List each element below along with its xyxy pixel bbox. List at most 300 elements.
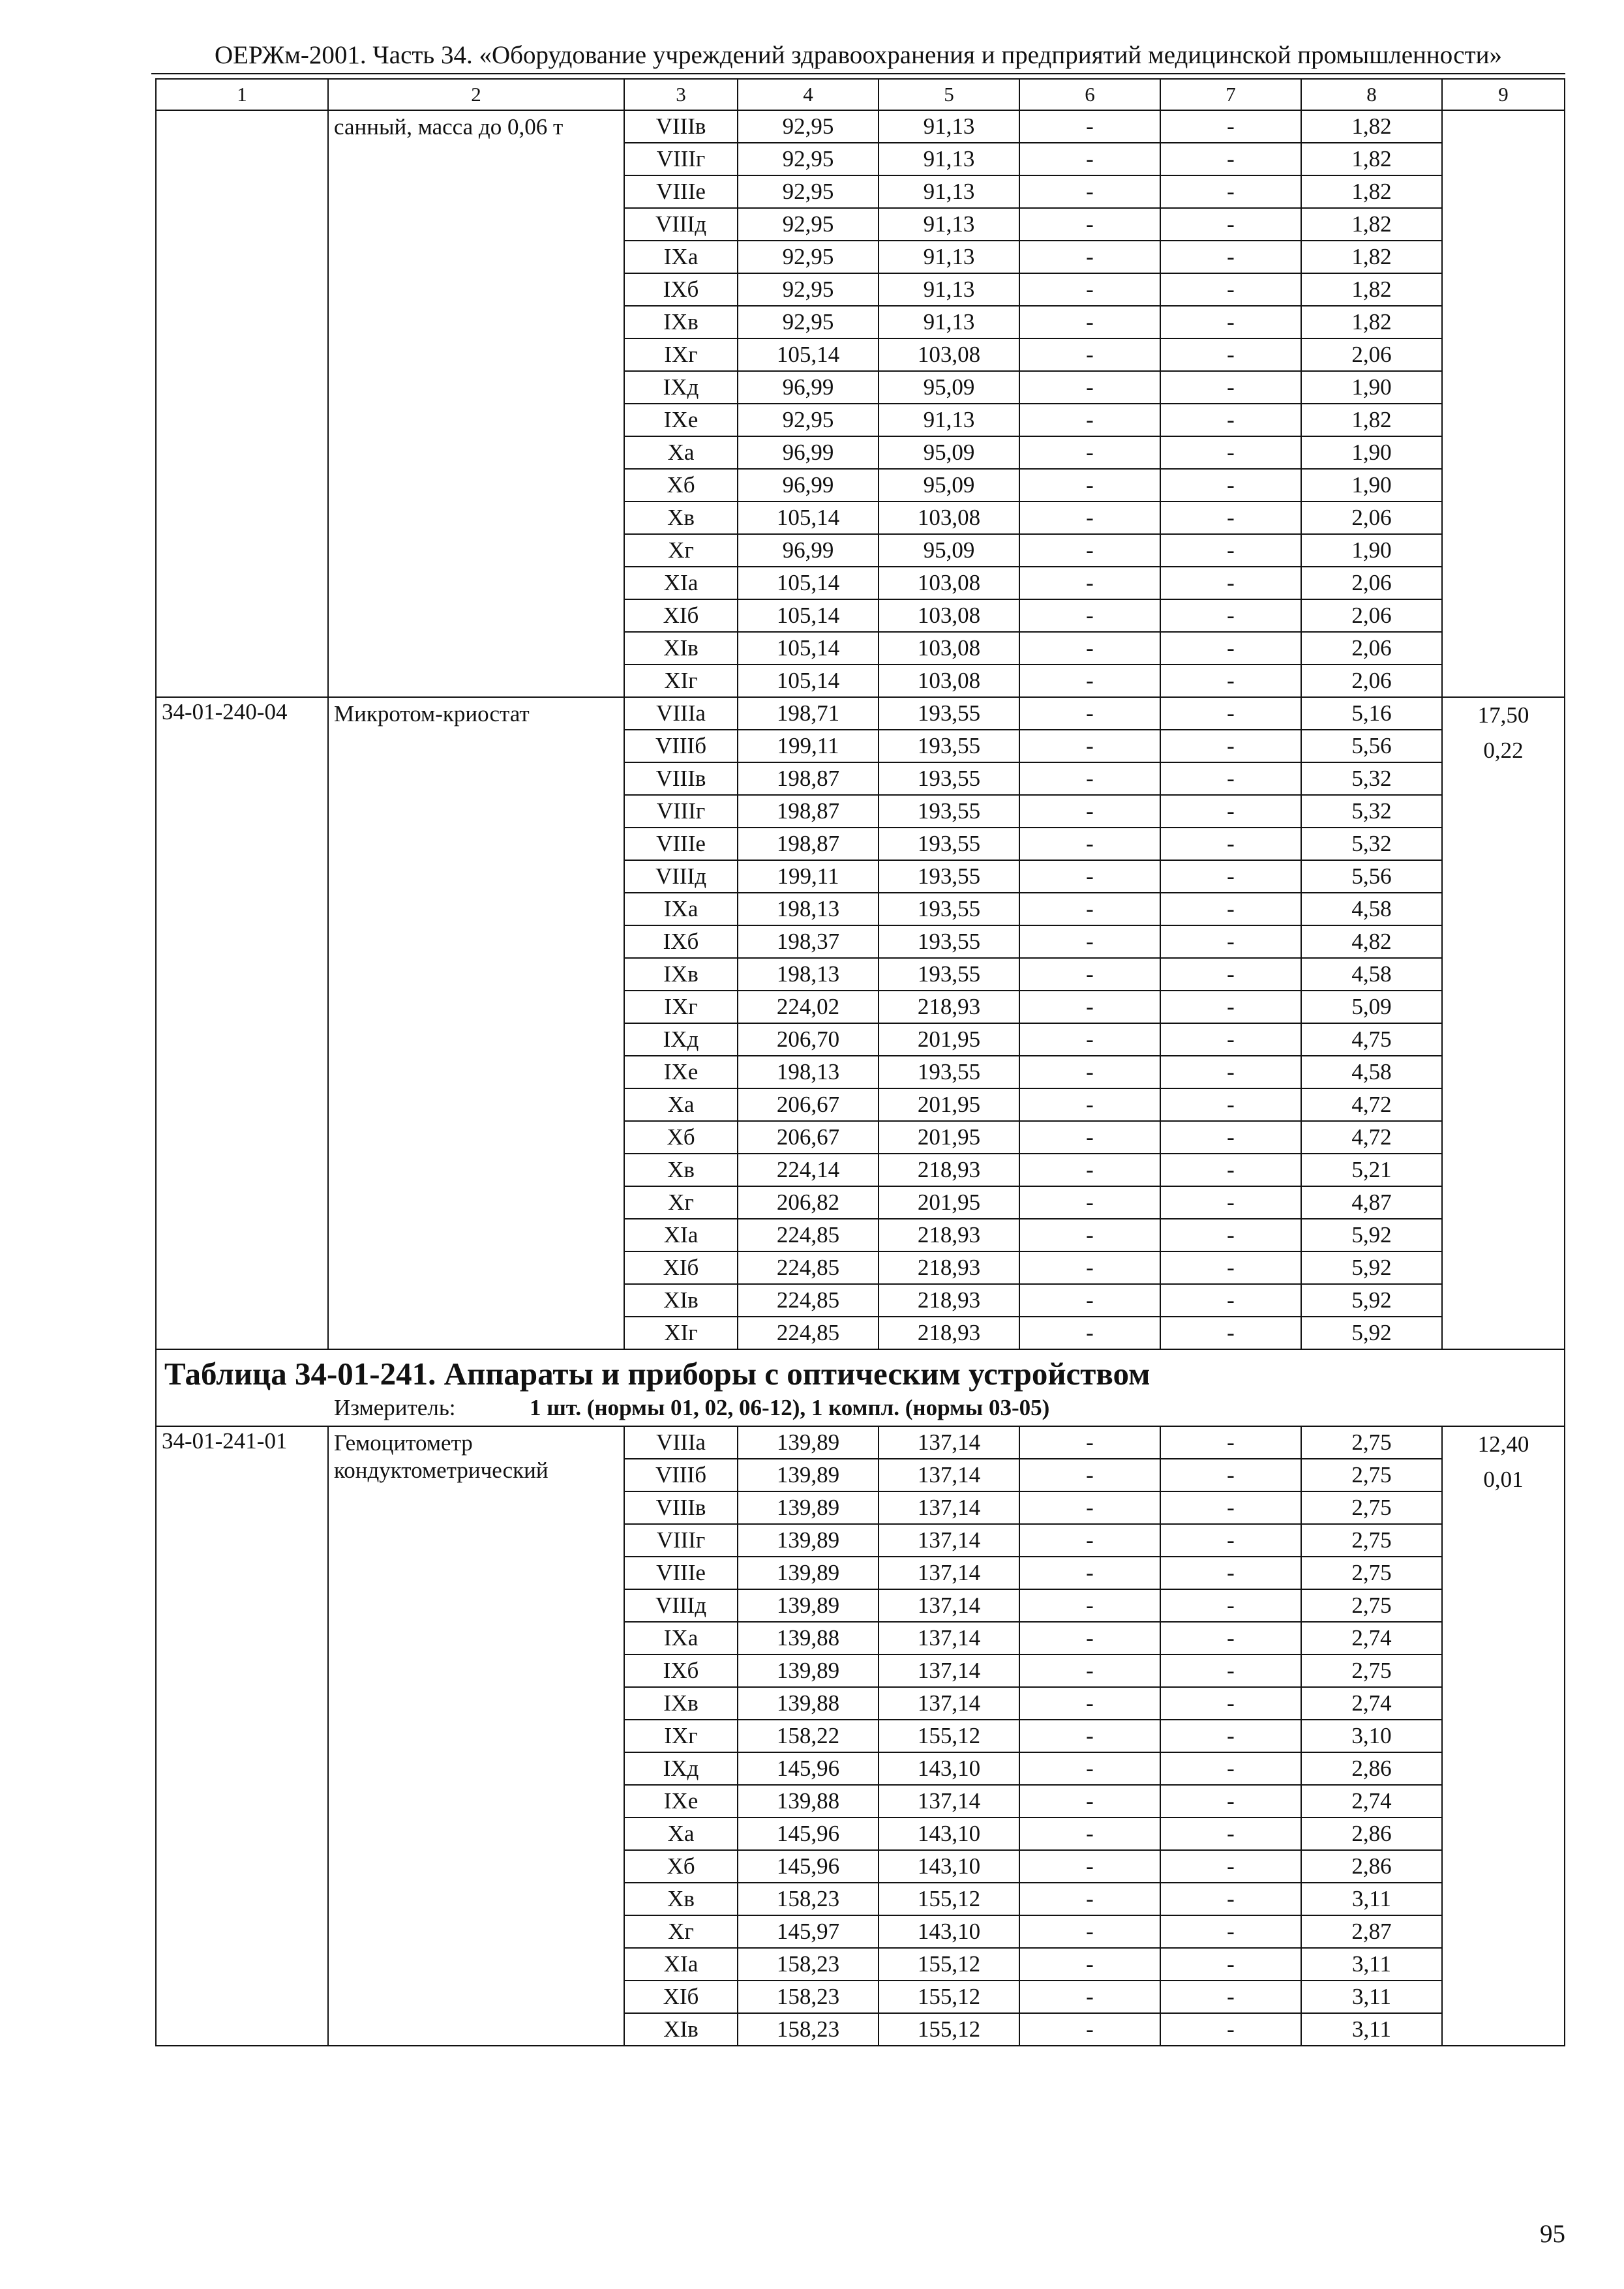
value-cell: 105,14	[738, 599, 879, 632]
value-cell: 2,75	[1301, 1589, 1442, 1622]
value-cell: 139,89	[738, 1557, 879, 1589]
value-cell: VIIIб	[624, 1459, 738, 1491]
value-cell: 95,09	[879, 371, 1019, 404]
value-cell: -	[1019, 730, 1160, 762]
column-number: 9	[1442, 79, 1565, 110]
value-cell: -	[1160, 1121, 1301, 1154]
value-cell: 143,10	[879, 1818, 1019, 1850]
value-cell: -	[1160, 469, 1301, 501]
value-cell: 206,67	[738, 1088, 879, 1121]
value-cell: -	[1160, 762, 1301, 795]
value-cell: -	[1160, 306, 1301, 338]
value-cell: -	[1019, 795, 1160, 828]
value-cell: Xа	[624, 436, 738, 469]
value-cell: 137,14	[879, 1654, 1019, 1687]
value-cell: Xв	[624, 501, 738, 534]
value-cell: 199,11	[738, 730, 879, 762]
value-cell: VIIIе	[624, 1557, 738, 1589]
value-cell: -	[1160, 828, 1301, 860]
value-cell: Xб	[624, 469, 738, 501]
value-cell: -	[1019, 1426, 1160, 1459]
value-cell: VIIIд	[624, 860, 738, 893]
value-cell: 4,82	[1301, 925, 1442, 958]
value-cell: XIб	[624, 1251, 738, 1284]
value-cell: -	[1019, 1557, 1160, 1589]
value-cell: -	[1019, 632, 1160, 665]
value-cell: -	[1019, 110, 1160, 143]
value-cell: 2,75	[1301, 1654, 1442, 1687]
value-cell: 96,99	[738, 469, 879, 501]
value-cell: 1,82	[1301, 404, 1442, 436]
value-cell: 218,93	[879, 1284, 1019, 1317]
value-cell: XIа	[624, 567, 738, 599]
value-cell: -	[1160, 795, 1301, 828]
value-cell: 2,87	[1301, 1915, 1442, 1948]
value-cell: IXе	[624, 1785, 738, 1818]
value-cell: -	[1019, 1251, 1160, 1284]
value-cell: 139,89	[738, 1589, 879, 1622]
value-cell: -	[1160, 1720, 1301, 1752]
value-cell: 1,82	[1301, 208, 1442, 241]
value-cell: 2,74	[1301, 1622, 1442, 1654]
value-cell: 201,95	[879, 1121, 1019, 1154]
value-cell: 193,55	[879, 828, 1019, 860]
value-cell: VIIIд	[624, 1589, 738, 1622]
value-cell: -	[1019, 1687, 1160, 1720]
value-cell: 206,82	[738, 1186, 879, 1219]
value-cell: 1,82	[1301, 175, 1442, 208]
value-cell: 103,08	[879, 632, 1019, 665]
value-cell: 5,56	[1301, 860, 1442, 893]
value-cell: 193,55	[879, 730, 1019, 762]
value-cell: -	[1019, 1818, 1160, 1850]
value-cell: -	[1019, 828, 1160, 860]
value-cell: XIв	[624, 632, 738, 665]
value-cell: XIб	[624, 1981, 738, 2013]
value-cell: -	[1160, 567, 1301, 599]
value-cell: -	[1160, 1818, 1301, 1850]
value-cell: 143,10	[879, 1752, 1019, 1785]
section-header	[156, 1349, 1565, 1426]
value-cell: -	[1160, 110, 1301, 143]
value-cell: 91,13	[879, 306, 1019, 338]
value-cell: 96,99	[738, 371, 879, 404]
value-cell: 1,90	[1301, 436, 1442, 469]
value-cell: 2,74	[1301, 1785, 1442, 1818]
value-cell: -	[1160, 241, 1301, 273]
value-cell: 155,12	[879, 1883, 1019, 1915]
value-cell: IXа	[624, 241, 738, 273]
equipment-name: Микротом-криостат	[328, 697, 624, 1349]
value-cell: 2,75	[1301, 1459, 1442, 1491]
value-cell: -	[1160, 175, 1301, 208]
value-cell: 2,86	[1301, 1752, 1442, 1785]
value-cell: IXб	[624, 1654, 738, 1687]
value-cell: 3,11	[1301, 1981, 1442, 2013]
value-cell: -	[1160, 534, 1301, 567]
value-cell: 224,85	[738, 1284, 879, 1317]
value-cell: -	[1160, 860, 1301, 893]
value-cell: -	[1160, 143, 1301, 175]
column-9-value: 12,40	[1477, 1431, 1529, 1457]
value-cell: 158,22	[738, 1720, 879, 1752]
value-cell: IXв	[624, 958, 738, 991]
value-cell: -	[1160, 730, 1301, 762]
value-cell: 218,93	[879, 1154, 1019, 1186]
value-cell: -	[1019, 665, 1160, 697]
norm-code: 34-01-241-01	[156, 1426, 328, 2046]
value-cell: -	[1019, 143, 1160, 175]
value-cell: 139,89	[738, 1459, 879, 1491]
value-cell: 2,06	[1301, 665, 1442, 697]
value-cell: 2,74	[1301, 1687, 1442, 1720]
value-cell: -	[1160, 1186, 1301, 1219]
value-cell: 103,08	[879, 501, 1019, 534]
value-cell: 92,95	[738, 404, 879, 436]
value-cell: 91,13	[879, 110, 1019, 143]
value-cell: 5,56	[1301, 730, 1442, 762]
value-cell: 91,13	[879, 143, 1019, 175]
value-cell: -	[1019, 1654, 1160, 1687]
value-cell: IXб	[624, 273, 738, 306]
value-cell: 95,09	[879, 469, 1019, 501]
value-cell: 193,55	[879, 697, 1019, 730]
value-cell: 2,75	[1301, 1557, 1442, 1589]
norm-code: 34-01-240-04	[156, 697, 328, 1349]
value-cell: 143,10	[879, 1915, 1019, 1948]
column-9-values	[1442, 1426, 1565, 2046]
value-cell: -	[1160, 1948, 1301, 1981]
value-cell: 3,11	[1301, 1948, 1442, 1981]
value-cell: -	[1019, 436, 1160, 469]
value-cell: 103,08	[879, 338, 1019, 371]
value-cell: 5,92	[1301, 1219, 1442, 1251]
value-cell: -	[1019, 893, 1160, 925]
value-cell: 105,14	[738, 338, 879, 371]
value-cell: 139,89	[738, 1654, 879, 1687]
column-9-values	[1442, 697, 1565, 1349]
value-cell: 91,13	[879, 208, 1019, 241]
value-cell: -	[1019, 1915, 1160, 1948]
value-cell: 139,88	[738, 1785, 879, 1818]
value-cell: -	[1160, 632, 1301, 665]
value-cell: -	[1160, 1088, 1301, 1121]
value-cell: VIIIв	[624, 762, 738, 795]
value-cell: 198,13	[738, 1056, 879, 1088]
value-cell: -	[1160, 1219, 1301, 1251]
value-cell: -	[1160, 1654, 1301, 1687]
meter-label: Измеритель:	[334, 1395, 456, 1420]
value-cell: 218,93	[879, 1219, 1019, 1251]
value-cell: 4,87	[1301, 1186, 1442, 1219]
value-cell: 158,23	[738, 2013, 879, 2046]
value-cell: IXе	[624, 1056, 738, 1088]
page-header: ОЕРЖм-2001. Часть 34. «Оборудование учреждений здравоохранения и предприятий медицинской промышленности»	[151, 38, 1565, 74]
value-cell: -	[1019, 1883, 1160, 1915]
value-cell: -	[1019, 306, 1160, 338]
value-cell: 5,21	[1301, 1154, 1442, 1186]
value-cell: 105,14	[738, 665, 879, 697]
value-cell: 193,55	[879, 958, 1019, 991]
value-cell: Xв	[624, 1154, 738, 1186]
value-cell: 198,13	[738, 893, 879, 925]
value-cell: -	[1019, 1154, 1160, 1186]
value-cell: -	[1160, 1622, 1301, 1654]
value-cell: 92,95	[738, 110, 879, 143]
value-cell: 218,93	[879, 1251, 1019, 1284]
value-cell: -	[1019, 1720, 1160, 1752]
value-cell: 2,06	[1301, 567, 1442, 599]
meter-line	[164, 1394, 1556, 1422]
value-cell: 105,14	[738, 567, 879, 599]
value-cell: 155,12	[879, 1948, 1019, 1981]
value-cell: IXб	[624, 925, 738, 958]
value-cell: 3,11	[1301, 2013, 1442, 2046]
value-cell: 5,92	[1301, 1284, 1442, 1317]
value-cell: -	[1019, 501, 1160, 534]
value-cell: -	[1019, 1317, 1160, 1349]
norm-code	[156, 110, 328, 697]
value-cell: -	[1160, 1491, 1301, 1524]
rates-table	[155, 78, 1565, 2046]
value-cell: 5,09	[1301, 991, 1442, 1023]
column-number: 6	[1019, 79, 1160, 110]
value-cell: -	[1019, 1056, 1160, 1088]
value-cell: 5,32	[1301, 828, 1442, 860]
value-cell: XIг	[624, 665, 738, 697]
value-cell: 3,11	[1301, 1883, 1442, 1915]
value-cell: 3,10	[1301, 1720, 1442, 1752]
value-cell: 1,82	[1301, 110, 1442, 143]
column-number-row	[156, 79, 1565, 110]
value-cell: -	[1019, 1850, 1160, 1883]
column-9-value: 17,50	[1477, 702, 1529, 728]
column-number: 3	[624, 79, 738, 110]
table-body	[156, 79, 1565, 2046]
value-cell: XIб	[624, 599, 738, 632]
value-cell: VIIIе	[624, 828, 738, 860]
value-cell: -	[1019, 1752, 1160, 1785]
value-cell: 218,93	[879, 1317, 1019, 1349]
value-cell: -	[1160, 1317, 1301, 1349]
value-cell: 2,75	[1301, 1491, 1442, 1524]
value-cell: 198,87	[738, 795, 879, 828]
value-cell: -	[1160, 2013, 1301, 2046]
column-number: 4	[738, 79, 879, 110]
value-cell: 158,23	[738, 1948, 879, 1981]
value-cell: Xа	[624, 1818, 738, 1850]
value-cell: -	[1019, 1981, 1160, 2013]
value-cell: -	[1019, 241, 1160, 273]
value-cell: -	[1160, 1752, 1301, 1785]
value-cell: 4,75	[1301, 1023, 1442, 1056]
table-row	[156, 697, 1565, 730]
value-cell: 137,14	[879, 1785, 1019, 1818]
value-cell: 145,96	[738, 1818, 879, 1850]
value-cell: 1,90	[1301, 534, 1442, 567]
value-cell: 158,23	[738, 1981, 879, 2013]
value-cell: 5,32	[1301, 795, 1442, 828]
value-cell: -	[1019, 1785, 1160, 1818]
value-cell: 155,12	[879, 1720, 1019, 1752]
value-cell: 139,89	[738, 1491, 879, 1524]
value-cell: -	[1019, 1088, 1160, 1121]
value-cell: -	[1160, 1426, 1301, 1459]
value-cell: 224,85	[738, 1219, 879, 1251]
value-cell: 137,14	[879, 1589, 1019, 1622]
value-cell: 91,13	[879, 273, 1019, 306]
value-cell: -	[1160, 208, 1301, 241]
value-cell: -	[1019, 697, 1160, 730]
value-cell: -	[1019, 2013, 1160, 2046]
value-cell: 145,96	[738, 1850, 879, 1883]
column-9-value: 0,22	[1483, 738, 1524, 763]
value-cell: -	[1160, 1981, 1301, 2013]
value-cell: 206,67	[738, 1121, 879, 1154]
value-cell: 224,02	[738, 991, 879, 1023]
value-cell: 198,87	[738, 828, 879, 860]
value-cell: -	[1160, 1557, 1301, 1589]
value-cell: VIIIг	[624, 1524, 738, 1557]
value-cell: 5,92	[1301, 1251, 1442, 1284]
value-cell: 5,32	[1301, 762, 1442, 795]
table-row	[156, 110, 1565, 143]
value-cell: 96,99	[738, 436, 879, 469]
value-cell: 103,08	[879, 665, 1019, 697]
value-cell: 218,93	[879, 991, 1019, 1023]
value-cell: IXв	[624, 1687, 738, 1720]
value-cell: -	[1019, 991, 1160, 1023]
value-cell: 2,06	[1301, 501, 1442, 534]
value-cell: 137,14	[879, 1426, 1019, 1459]
value-cell: -	[1019, 534, 1160, 567]
value-cell: -	[1019, 1524, 1160, 1557]
column-number: 5	[879, 79, 1019, 110]
value-cell: -	[1019, 1023, 1160, 1056]
value-cell: 224,14	[738, 1154, 879, 1186]
value-cell: IXв	[624, 306, 738, 338]
value-cell: 2,86	[1301, 1818, 1442, 1850]
value-cell: -	[1160, 1284, 1301, 1317]
value-cell: -	[1019, 1491, 1160, 1524]
value-cell: XIа	[624, 1219, 738, 1251]
value-cell: -	[1160, 273, 1301, 306]
value-cell: Xа	[624, 1088, 738, 1121]
value-cell: 145,96	[738, 1752, 879, 1785]
table-title: Таблица 34-01-241. Аппараты и приборы с оптическим устройством	[164, 1356, 1150, 1392]
meter-value: 1 шт. (нормы 01, 02, 06-12), 1 компл. (нормы 03-05)	[530, 1395, 1050, 1420]
value-cell: XIв	[624, 2013, 738, 2046]
value-cell: 2,06	[1301, 338, 1442, 371]
value-cell: 1,82	[1301, 143, 1442, 175]
value-cell: 92,95	[738, 241, 879, 273]
value-cell: IXа	[624, 1622, 738, 1654]
value-cell: 155,12	[879, 1981, 1019, 2013]
value-cell: -	[1019, 1284, 1160, 1317]
value-cell: -	[1019, 925, 1160, 958]
value-cell: -	[1019, 1186, 1160, 1219]
value-cell: -	[1160, 1785, 1301, 1818]
column-number: 1	[156, 79, 328, 110]
value-cell: 198,71	[738, 697, 879, 730]
equipment-name: санный, масса до 0,06 т	[328, 110, 624, 697]
value-cell: -	[1160, 1915, 1301, 1948]
value-cell: 105,14	[738, 632, 879, 665]
value-cell: 201,95	[879, 1088, 1019, 1121]
value-cell: 5,92	[1301, 1317, 1442, 1349]
value-cell: -	[1160, 1524, 1301, 1557]
value-cell: 198,13	[738, 958, 879, 991]
value-cell: -	[1019, 860, 1160, 893]
value-cell: -	[1160, 991, 1301, 1023]
value-cell: 4,72	[1301, 1121, 1442, 1154]
value-cell: -	[1160, 599, 1301, 632]
value-cell: IXе	[624, 404, 738, 436]
value-cell: VIIIв	[624, 110, 738, 143]
value-cell: 193,55	[879, 1056, 1019, 1088]
value-cell: -	[1160, 665, 1301, 697]
value-cell: 201,95	[879, 1186, 1019, 1219]
value-cell: 96,99	[738, 534, 879, 567]
value-cell: 193,55	[879, 762, 1019, 795]
value-cell: 193,55	[879, 860, 1019, 893]
value-cell: 2,75	[1301, 1426, 1442, 1459]
value-cell: 92,95	[738, 273, 879, 306]
value-cell: VIIIв	[624, 1491, 738, 1524]
value-cell: IXг	[624, 991, 738, 1023]
value-cell: 92,95	[738, 208, 879, 241]
value-cell: -	[1019, 371, 1160, 404]
value-cell: Xб	[624, 1850, 738, 1883]
value-cell: 92,95	[738, 143, 879, 175]
value-cell: -	[1160, 1251, 1301, 1284]
value-cell: -	[1019, 208, 1160, 241]
value-cell: 1,90	[1301, 469, 1442, 501]
value-cell: 5,16	[1301, 697, 1442, 730]
value-cell: 158,23	[738, 1883, 879, 1915]
value-cell: 143,10	[879, 1850, 1019, 1883]
value-cell: -	[1019, 273, 1160, 306]
value-cell: VIIIд	[624, 208, 738, 241]
column-9-values	[1442, 110, 1565, 697]
value-cell: VIIIг	[624, 795, 738, 828]
value-cell: -	[1160, 1023, 1301, 1056]
value-cell: -	[1160, 1056, 1301, 1088]
value-cell: 193,55	[879, 925, 1019, 958]
value-cell: -	[1019, 762, 1160, 795]
value-cell: 201,95	[879, 1023, 1019, 1056]
value-cell: 1,90	[1301, 371, 1442, 404]
value-cell: VIIIа	[624, 1426, 738, 1459]
column-number: 8	[1301, 79, 1442, 110]
section-header-row	[156, 1349, 1565, 1426]
value-cell: 224,85	[738, 1317, 879, 1349]
value-cell: 4,58	[1301, 893, 1442, 925]
value-cell: IXд	[624, 371, 738, 404]
value-cell: 139,88	[738, 1687, 879, 1720]
value-cell: 139,88	[738, 1622, 879, 1654]
value-cell: -	[1019, 175, 1160, 208]
column-number: 7	[1160, 79, 1301, 110]
value-cell: 1,82	[1301, 273, 1442, 306]
value-cell: 155,12	[879, 2013, 1019, 2046]
value-cell: -	[1160, 501, 1301, 534]
value-cell: -	[1019, 1219, 1160, 1251]
value-cell: -	[1160, 1687, 1301, 1720]
value-cell: XIа	[624, 1948, 738, 1981]
value-cell: 224,85	[738, 1251, 879, 1284]
value-cell: 137,14	[879, 1557, 1019, 1589]
